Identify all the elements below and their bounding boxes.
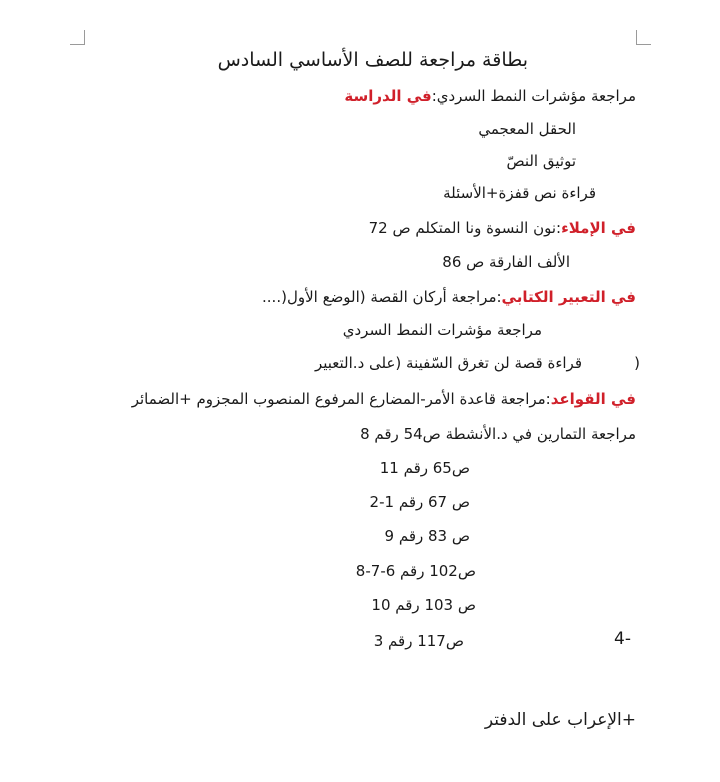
writing-text: :مراجعة أركان القصة (الوضع الأول — [286, 288, 502, 306]
study-intro: مراجعة مؤشرات النمط السردي: — [431, 87, 636, 105]
exercise-item: ص102 رقم 6-7-8 — [355, 562, 476, 580]
study-item: قراءة نص قفزة+الأسئلة — [443, 184, 596, 202]
study-line — [344, 86, 636, 106]
margin-corner-mark — [636, 30, 651, 45]
exercise-item: ص117 رقم 3 — [373, 632, 464, 650]
study-item: الحقل المعجمي — [478, 120, 576, 138]
writing-line-3: قراءة قصة لن تغرق السّفينة (على د.التعبير — [314, 354, 582, 372]
writing-prefix: (.... — [262, 288, 287, 306]
exercise-item: ص 83 رقم 9 — [384, 527, 470, 545]
writing-paren: ( — [634, 354, 640, 372]
grammar-heading: في القواعد — [550, 390, 636, 408]
study-heading: في الدراسة — [344, 87, 432, 105]
study-item: توثيق النصّ — [506, 152, 576, 170]
writing-heading: في التعبير الكتابي — [501, 288, 636, 306]
page-title: بطاقة مراجعة للصف الأساسي السادس — [217, 49, 528, 71]
dictation-line-2: الألف الفارقة ص 86 — [442, 253, 570, 271]
dictation-heading: في الإملاء — [561, 219, 636, 237]
writing-line-2: مراجعة مؤشرات النمط السردي — [342, 321, 542, 339]
exercises-intro: مراجعة التمارين في د.الأنشطة ص54 رقم 8 — [360, 425, 636, 443]
list-marker: 4- — [614, 629, 631, 649]
writing-line — [262, 287, 636, 307]
grammar-text: :مراجعة قاعدة الأمر-المضارع المرفوع المنصوب المجزوم +الضمائر — [131, 390, 551, 408]
dictation-text: :نون النسوة ونا المتكلم ص 72 — [368, 219, 562, 237]
exercise-item: ص 103 رقم 10 — [371, 596, 476, 614]
grammar-line — [132, 389, 636, 409]
exercise-item: ص65 رقم 11 — [379, 459, 470, 477]
dictation-line — [369, 218, 636, 238]
margin-corner-mark — [70, 30, 85, 45]
footer-note: +الإعراب على الدفتر — [484, 710, 636, 730]
exercise-item: ص 67 رقم 1-2 — [369, 493, 470, 511]
